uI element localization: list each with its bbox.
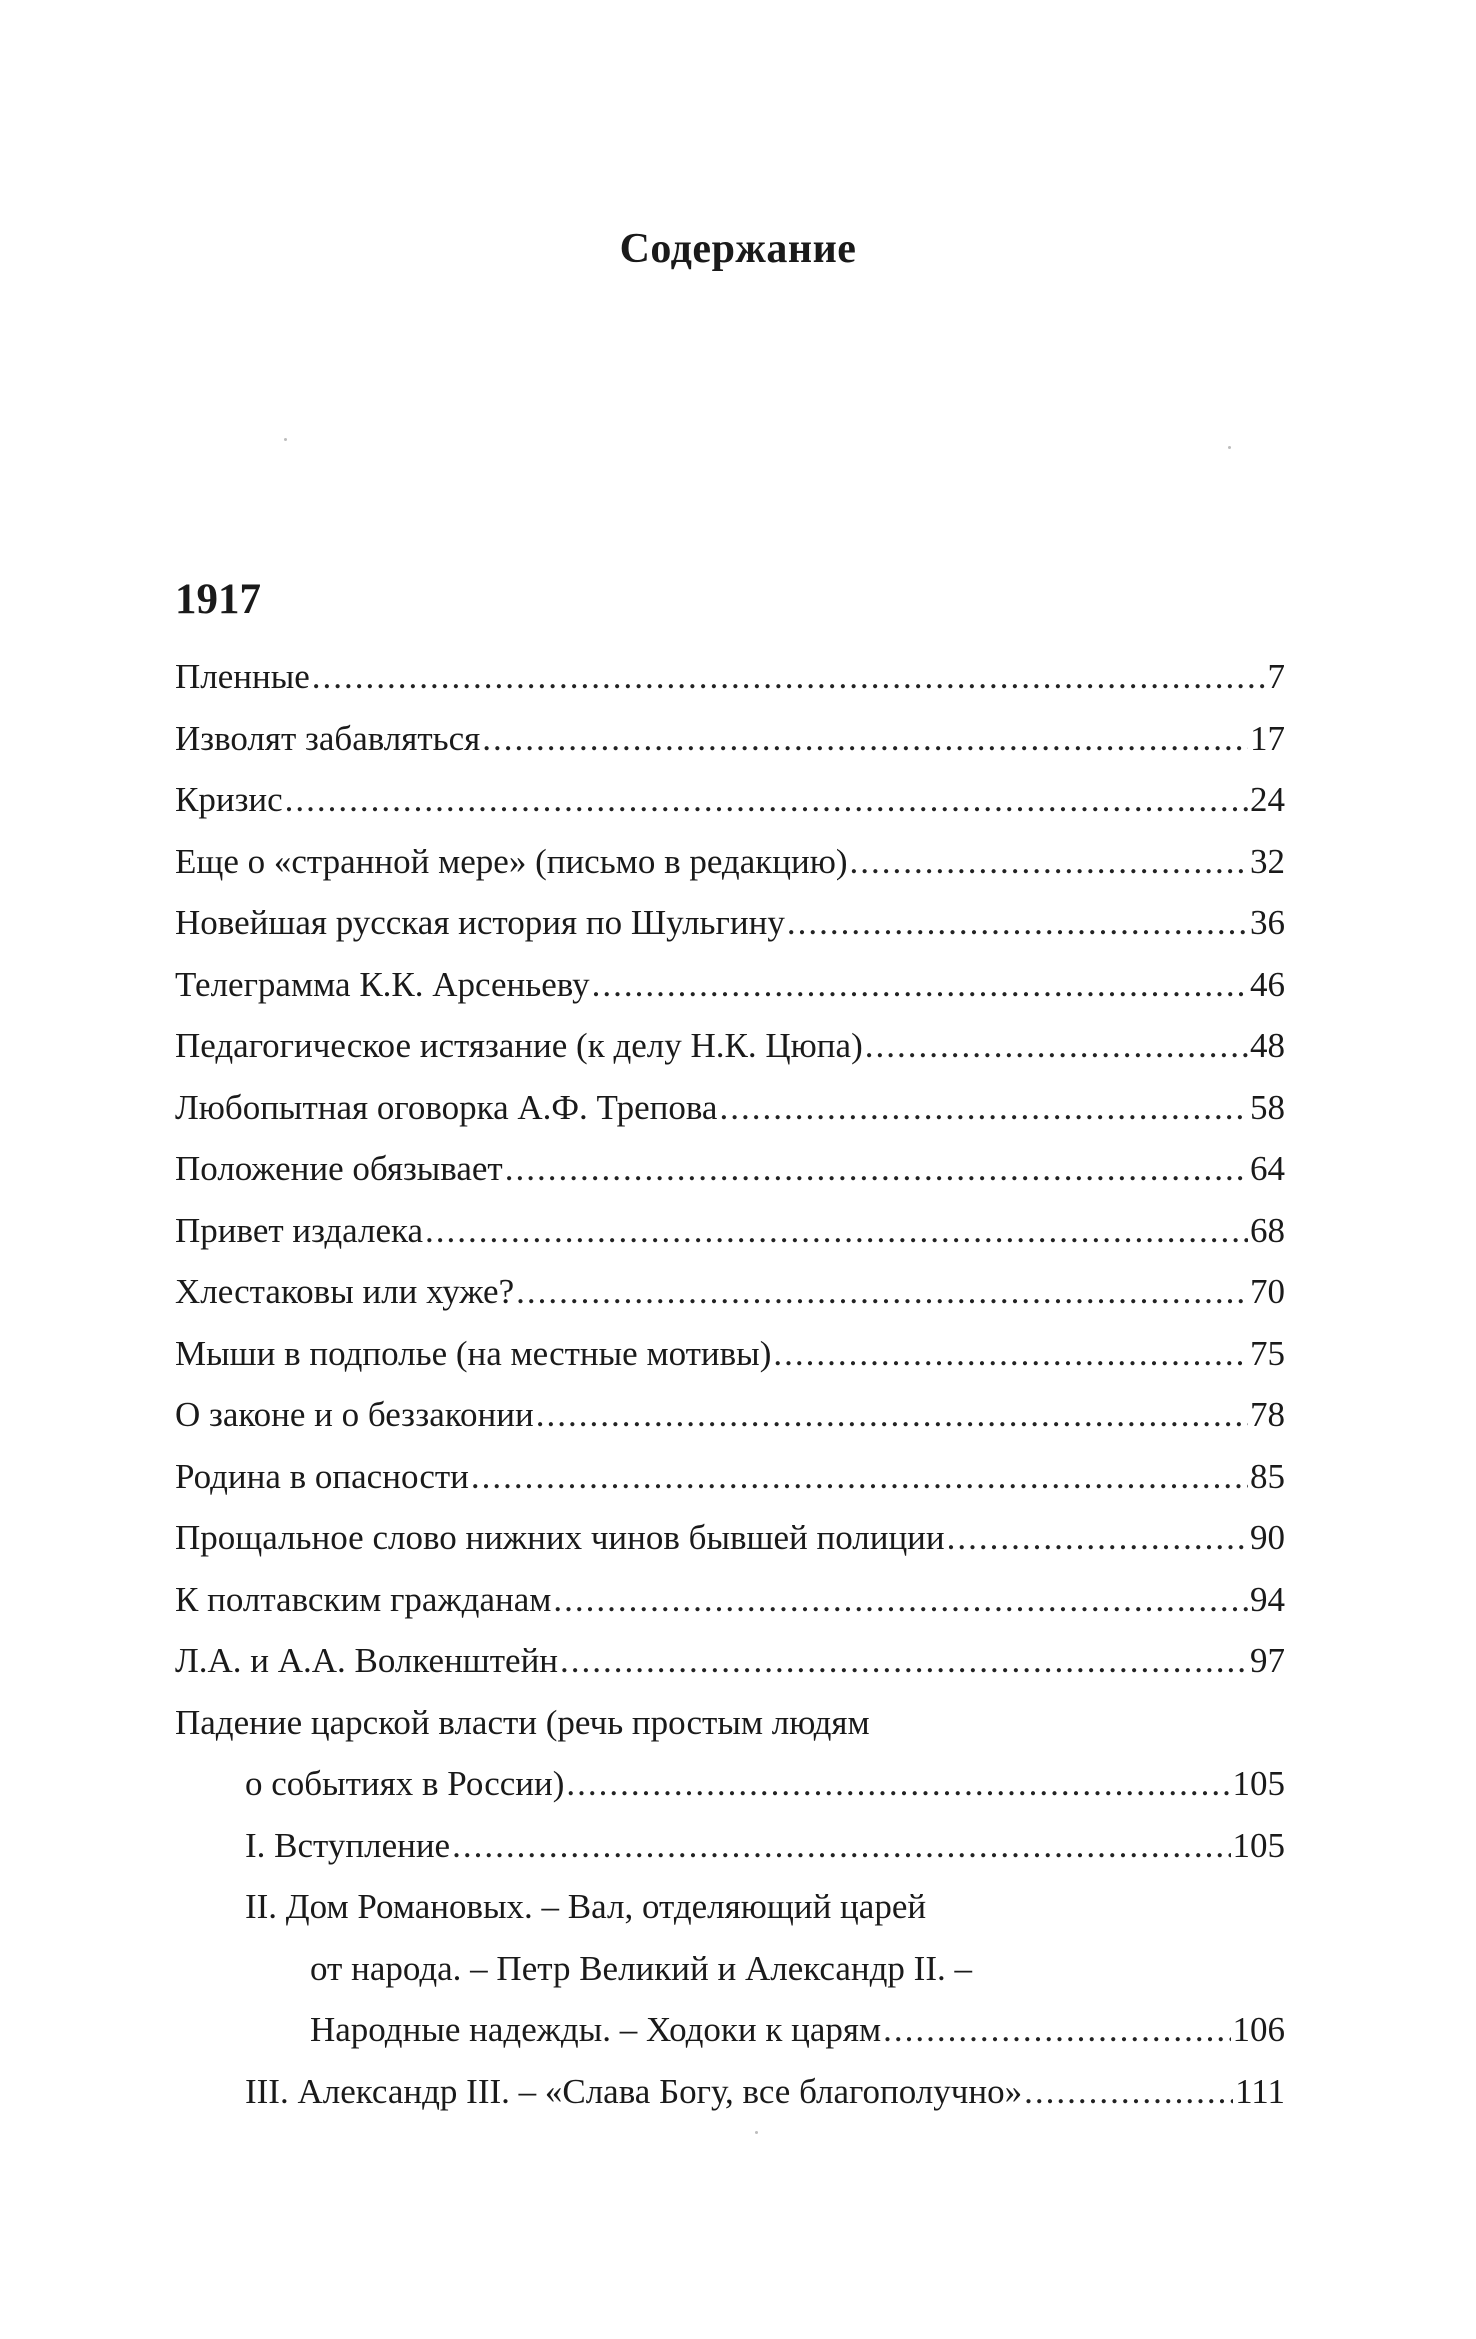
toc-entry-title: Пленные xyxy=(175,657,310,696)
toc-entry[interactable] xyxy=(175,1077,1285,1139)
dot-leader xyxy=(482,708,1248,770)
toc-entry-page: 68 xyxy=(1250,1210,1285,1250)
toc-entry-title: Изволят забавляться xyxy=(175,718,481,758)
toc-entry-page: 85 xyxy=(1250,1456,1285,1496)
toc-entry-page: 17 xyxy=(1250,718,1285,758)
toc-entry-page: 58 xyxy=(1250,1087,1285,1127)
dot-leader xyxy=(505,1138,1248,1200)
dot-leader xyxy=(536,1384,1248,1446)
dot-leader xyxy=(947,1507,1248,1569)
toc-entry-page: 7 xyxy=(1267,657,1285,696)
table-of-contents xyxy=(175,646,1285,2122)
toc-entry-title: О законе и о беззаконии xyxy=(175,1395,534,1434)
dot-leader xyxy=(312,646,1266,708)
dot-leader xyxy=(566,1753,1230,1815)
toc-subentry-romanov-line2[interactable] xyxy=(175,1938,1285,2000)
toc-entry-title: Любопытная оговорка А.Ф. Трепова xyxy=(175,1087,718,1127)
toc-entry-fall-line2[interactable] xyxy=(175,1753,1285,1815)
toc-entry[interactable] xyxy=(175,892,1285,954)
toc-entry-page: 75 xyxy=(1250,1333,1285,1373)
toc-entry-title: Народные надежды. – Ходоки к царям xyxy=(310,2010,882,2049)
toc-entry-title: II. Дом Романовых. – Вал, отделяющий царей xyxy=(245,1887,927,1926)
toc-entry[interactable] xyxy=(175,646,1285,708)
toc-subentry-romanov-line3[interactable] xyxy=(175,1999,1285,2061)
toc-entry-page: 105 xyxy=(1232,1825,1285,1865)
toc-entry[interactable] xyxy=(175,1569,1285,1631)
dot-leader xyxy=(285,769,1248,831)
toc-entry-title: Телеграмма К.К. Арсеньеву xyxy=(175,964,590,1004)
toc-entry-page: 111 xyxy=(1235,2071,1285,2111)
toc-entry-page: 78 xyxy=(1250,1395,1285,1434)
toc-entry-title: Положение обязывает xyxy=(175,1149,503,1188)
toc-entry-page: 24 xyxy=(1250,780,1285,819)
dot-leader xyxy=(865,1015,1248,1077)
toc-entry-title: Хлестаковы или хуже? xyxy=(175,1272,515,1311)
toc-entry[interactable] xyxy=(175,1200,1285,1262)
dot-leader xyxy=(787,892,1248,954)
toc-entry-title: К полтавским гражданам xyxy=(175,1579,552,1619)
toc-entry-title: I. Вступление xyxy=(245,1825,451,1865)
toc-subentry-alexander3[interactable] xyxy=(175,2061,1285,2123)
toc-entry[interactable] xyxy=(175,1015,1285,1077)
page-title: Содержание xyxy=(619,226,857,272)
toc-entry-page: 36 xyxy=(1250,903,1285,942)
dot-leader xyxy=(773,1323,1248,1385)
toc-subentry-romanov-line1[interactable] xyxy=(175,1876,1285,1938)
dot-leader xyxy=(516,1261,1248,1323)
toc-entry-page: 97 xyxy=(1250,1641,1285,1680)
dot-leader xyxy=(452,1815,1230,1877)
dot-leader xyxy=(719,1077,1248,1139)
dot-leader xyxy=(1024,2061,1233,2123)
dot-leader xyxy=(471,1446,1248,1508)
toc-entry-title: Еще о «странной мере» (письмо в редакцию) xyxy=(175,841,848,881)
toc-entry[interactable] xyxy=(175,831,1285,893)
toc-entry-title: III. Александр III. – «Слава Богу, все благополучно» xyxy=(245,2071,1023,2111)
toc-entry-title: Новейшая русская история по Шульгину xyxy=(175,903,785,942)
dot-leader xyxy=(553,1569,1248,1631)
toc-entry-page: 105 xyxy=(1232,1764,1285,1803)
dot-leader xyxy=(883,1999,1230,2061)
toc-subentry-intro[interactable] xyxy=(175,1815,1285,1877)
toc-entry-title: Привет издалека xyxy=(175,1210,423,1250)
toc-entry-page: 32 xyxy=(1250,841,1285,881)
toc-entry-fall-line1[interactable] xyxy=(175,1692,1285,1754)
section-heading-1917: 1917 xyxy=(175,576,261,623)
toc-entry[interactable] xyxy=(175,708,1285,770)
toc-entry-page: 94 xyxy=(1250,1579,1285,1619)
scan-speck xyxy=(284,438,287,441)
toc-entry[interactable] xyxy=(175,1138,1285,1200)
toc-entry-page: 48 xyxy=(1250,1026,1285,1065)
dot-leader xyxy=(425,1200,1248,1262)
toc-entry-title: от народа. – Петр Великий и Александр II. – xyxy=(310,1948,972,1988)
toc-entry-page: 64 xyxy=(1250,1149,1285,1188)
toc-entry[interactable] xyxy=(175,1384,1285,1446)
dot-leader xyxy=(850,831,1248,893)
toc-entry[interactable] xyxy=(175,1507,1285,1569)
toc-entry-title: Кризис xyxy=(175,780,283,819)
toc-entry-title: Педагогическое истязание (к делу Н.К. Цюпа) xyxy=(175,1026,863,1065)
toc-entry-title: Л.А. и А.А. Волкенштейн xyxy=(175,1641,559,1680)
toc-entry-page: 46 xyxy=(1250,964,1285,1004)
toc-entry-page: 106 xyxy=(1232,2010,1285,2049)
toc-entry[interactable] xyxy=(175,769,1285,831)
toc-entry[interactable] xyxy=(175,1261,1285,1323)
toc-entry[interactable] xyxy=(175,1323,1285,1385)
toc-entry-title: о событиях в России) xyxy=(245,1764,565,1803)
dot-leader xyxy=(592,954,1248,1016)
toc-entry[interactable] xyxy=(175,954,1285,1016)
toc-entry[interactable] xyxy=(175,1630,1285,1692)
scan-speck xyxy=(1228,446,1231,449)
dot-leader xyxy=(560,1630,1248,1692)
toc-entry-title: Мыши в подполье (на местные мотивы) xyxy=(175,1333,772,1373)
toc-entry-title: Родина в опасности xyxy=(175,1456,469,1496)
toc-entry-title: Падение царской власти (речь простым людям xyxy=(175,1702,870,1742)
toc-entry-page: 90 xyxy=(1250,1518,1285,1557)
toc-entry[interactable] xyxy=(175,1446,1285,1508)
toc-entry-title: Прощальное слово нижних чинов бывшей полиции xyxy=(175,1518,945,1557)
toc-entry-page: 70 xyxy=(1250,1272,1285,1311)
scan-speck xyxy=(755,2131,758,2134)
